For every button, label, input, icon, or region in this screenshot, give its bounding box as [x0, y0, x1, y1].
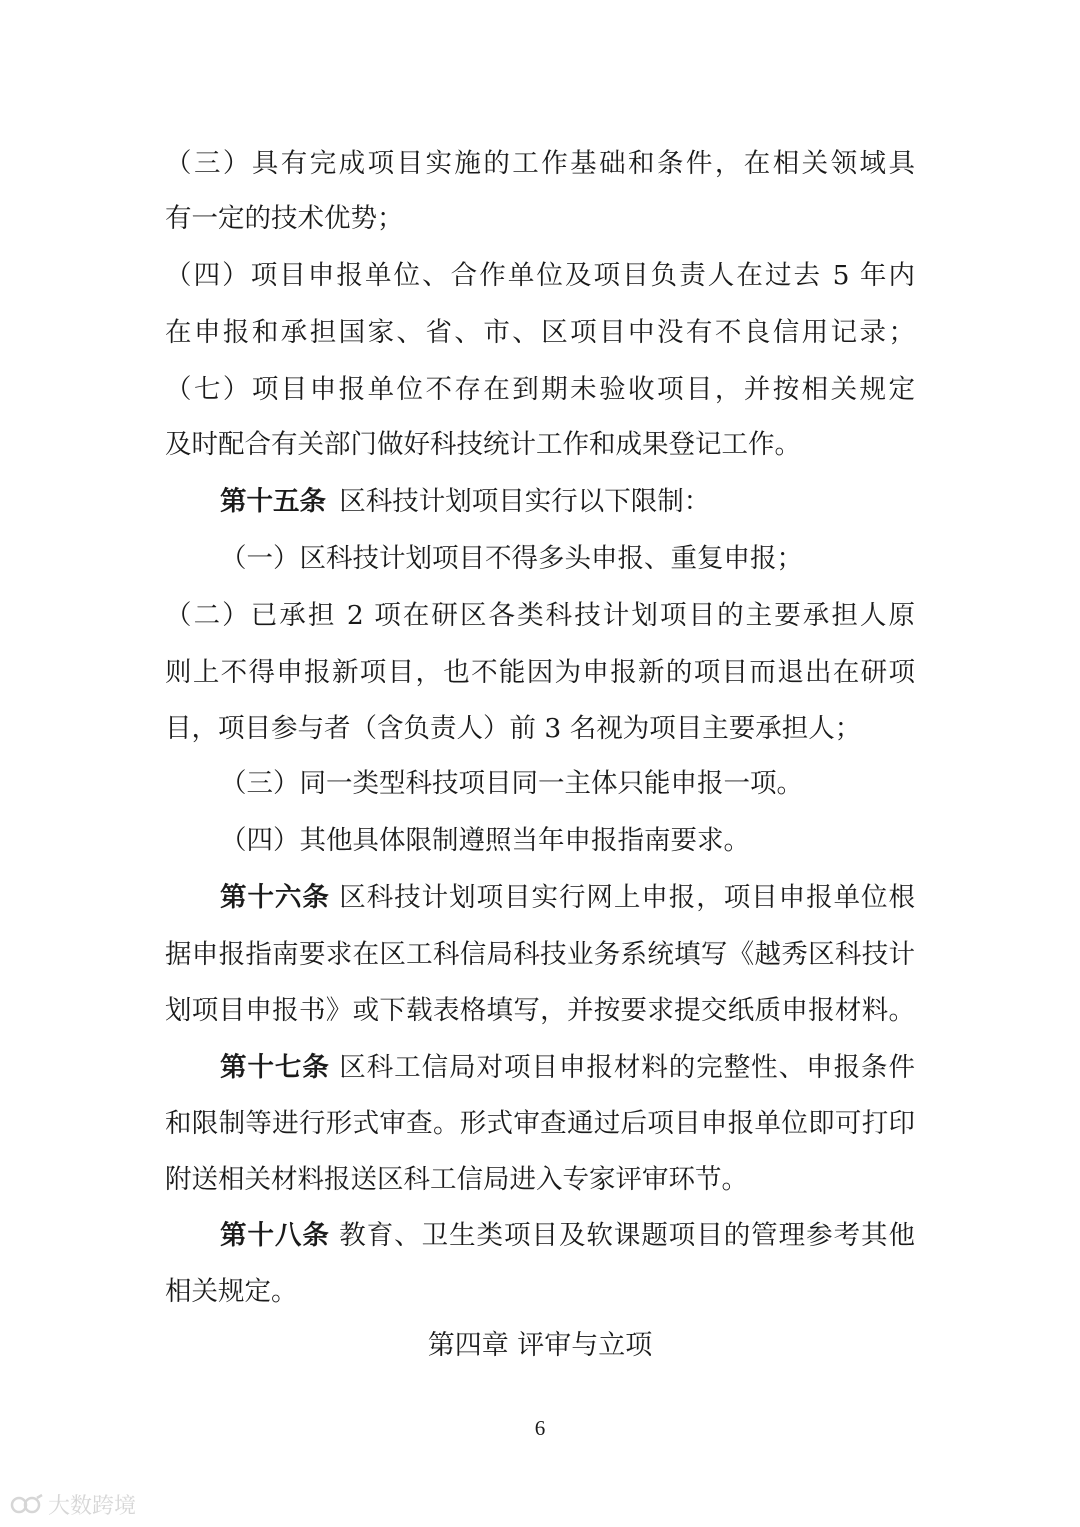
text-line: 则上不得申报新项目，也不能因为申报新的项目而退出在研项: [165, 657, 915, 688]
article-paragraph: [220, 1052, 915, 1083]
text-line: （一）区科技计划项目不得多头申报、重复申报；: [220, 543, 803, 574]
article-paragraph: [220, 1220, 915, 1251]
text-line: （三）同一类型科技项目同一主体只能申报一项。: [220, 768, 803, 799]
text-line: （七）项目申报单位不存在到期未验收项目，并按相关规定: [165, 374, 915, 405]
watermark: [10, 1489, 136, 1520]
text-line: 附送相关材料报送区科工信局进入专家评审环节。: [165, 1164, 748, 1195]
page-number: 6: [534, 1416, 546, 1440]
text-line: （二）已承担 2 项在研区各类科技计划项目的主要承担人原: [165, 600, 915, 631]
article-heading: 第十六条: [220, 882, 330, 913]
text-line: 区科工信局对项目申报材料的完整性、申报条件: [339, 1052, 915, 1083]
text-line: （三）具有完成项目实施的工作基础和条件，在相关领域具: [165, 148, 915, 179]
text-line: 据申报指南要求在区工科信局科技业务系统填写《越秀区科技计: [165, 939, 915, 970]
article-heading: 第十八条: [220, 1220, 330, 1251]
text-line: 相关规定。: [165, 1276, 298, 1307]
chapter-title: 第四章 评审与立项: [427, 1330, 653, 1361]
text-line: 区科技计划项目实行网上申报，项目申报单位根: [339, 882, 915, 913]
article-heading: 第十五条: [220, 486, 326, 517]
article-paragraph: [220, 882, 915, 913]
text-line: 区科技计划项目实行以下限制：: [339, 486, 711, 517]
article-heading: 第十七条: [220, 1052, 330, 1083]
text-line: 教育、卫生类项目及软课题项目的管理参考其他: [339, 1220, 915, 1251]
text-line: （四）其他具体限制遵照当年申报指南要求。: [220, 825, 750, 856]
text-line: 有一定的技术优势；: [165, 203, 404, 234]
watermark-text: 大数跨境: [48, 1494, 137, 1519]
text-line: 及时配合有关部门做好科技统计工作和成果登记工作。: [165, 429, 801, 460]
text-line: 划项目申报书》或下载表格填写，并按要求提交纸质申报材料。: [165, 995, 915, 1026]
brand-logo-icon: [10, 1492, 44, 1518]
text-line: （四）项目申报单位、合作单位及项目负责人在过去 5 年内: [165, 260, 915, 291]
article-paragraph: [220, 486, 711, 517]
text-line: 目，项目参与者（含负责人）前 3 名视为项目主要承担人；: [165, 713, 862, 744]
text-line: 在申报和承担国家、省、市、区项目中没有不良信用记录；: [165, 317, 915, 348]
text-line: 和限制等进行形式审查。形式审查通过后项目申报单位即可打印: [165, 1108, 915, 1139]
